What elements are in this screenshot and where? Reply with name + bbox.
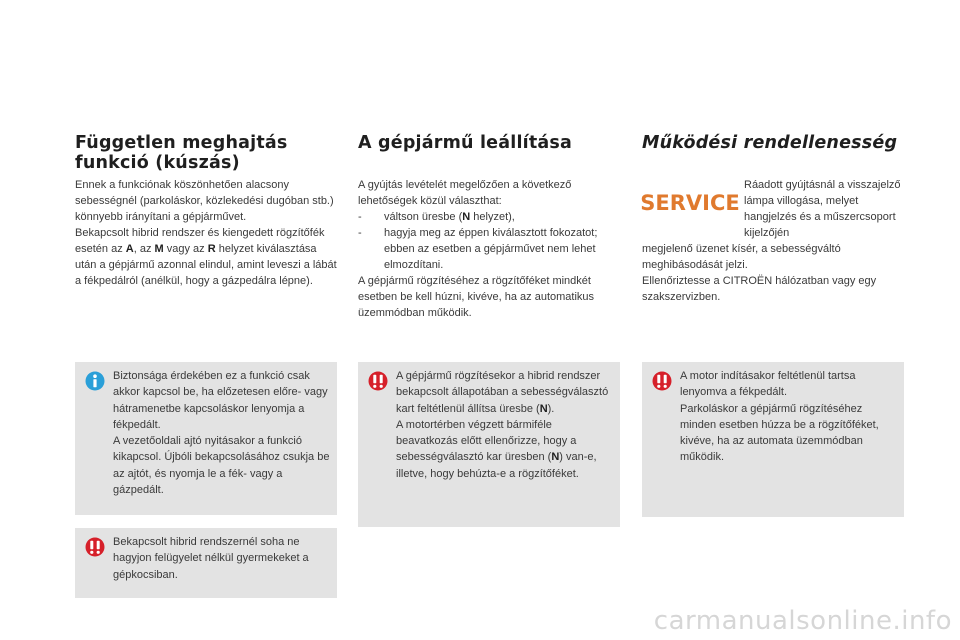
- text: , az: [133, 243, 155, 255]
- warning-box-children: [75, 528, 337, 598]
- double-exclamation-warning-icon: [652, 371, 672, 391]
- gear-a: A: [125, 243, 134, 255]
- warning-box-text: Bekapcsolt hibrid rendszernél soha ne hagyjon felügyelet nélkül gyermekeket a gépkocsiban.: [113, 536, 309, 581]
- creep-function-text: [75, 177, 337, 289]
- bullet-dash: -: [358, 211, 362, 223]
- bullet-dash: -: [358, 227, 362, 239]
- warn-para-1: [396, 368, 614, 417]
- service-label: SERVICE: [640, 191, 740, 215]
- warning-box-text: [396, 368, 614, 482]
- section-title-malfunction: [642, 133, 904, 153]
- title-line-2: funkció (kúszás): [75, 153, 240, 173]
- section-title-stopping: [358, 133, 620, 153]
- double-exclamation-warning-icon: [85, 537, 105, 557]
- title: Működési rendellenesség: [642, 133, 898, 153]
- text: ).: [547, 402, 555, 415]
- text: A motortérben végzett bármiféle beavatkozás előtt ellenőrizze, hogy a sebességválasztó kar üresben (: [396, 418, 577, 464]
- creep-para-2: [75, 225, 337, 289]
- stopping-text: [358, 177, 620, 321]
- warn-para-2: [396, 417, 614, 482]
- warn-para-1: A motor indításakor feltétlenül tartsa lenyomva a fékpedált.: [680, 370, 856, 399]
- bullet-1-text: [384, 209, 620, 225]
- bullet-2: [358, 225, 620, 273]
- info-icon: [85, 371, 105, 391]
- gear-n: N: [551, 451, 560, 464]
- info-box-text: [113, 368, 331, 498]
- section-title-creep-function: [75, 133, 337, 173]
- watermark: carmanualsonline.info: [653, 606, 952, 636]
- gear-n: N: [539, 402, 548, 415]
- bullet-2-text: hagyja meg az éppen kiválasztott fokozatot; ebben az esetben a gépjárművet nem lehet elmozdítani.: [384, 227, 598, 271]
- malfunction-para-1-rest: megjelenő üzenet kísér, a sebességváltó meghibásodását jelzi.: [642, 243, 841, 271]
- info-box-para-2: A vezetőoldali ajtó nyitásakor a funkció kikapcsol. Újbóli bekapcsolásához csukja be az ajtót, és nyomja le a fék- vagy a gázpedált.: [113, 435, 330, 497]
- stopping-intro: A gyújtás levételét megelőzően a következő lehetőségek közül választhat:: [358, 179, 572, 207]
- gear-m: M: [154, 243, 164, 255]
- text: váltson üresbe (: [384, 211, 463, 223]
- title-line-1: Független meghajtás: [75, 133, 288, 153]
- malfunction-para-1-first: Ráadott gyújtásnál a visszajelző lámpa villogása, melyet hangjelzés és a műszercsoport kijelzőjén: [744, 179, 901, 239]
- info-box-safety: [75, 362, 337, 515]
- title: A gépjármű leállítása: [358, 133, 573, 153]
- warn-para-2: Parkoláskor a gépjármű rögzítéséhez minden esetben húzza be a rögzítőféket, kivéve, ha az automata üzemmódban működik.: [680, 402, 879, 464]
- text: vagy az: [163, 243, 208, 255]
- warning-box-engine-start: [642, 362, 904, 517]
- text: Bekapcsolt hibrid rendszer és kiengedett rögzítőfék esetén az: [75, 227, 325, 255]
- text: ) van-e, illetve, hogy behúzta-e a rögzítőféket.: [396, 451, 597, 480]
- double-exclamation-warning-icon: [368, 371, 388, 391]
- text: A gépjármű rögzítésekor a hibrid rendszer bekapcsolt állapotában a sebességválasztó kart feltétlenül állítsa üresbe (: [396, 370, 609, 415]
- text: helyzet),: [470, 211, 515, 223]
- gear-r: R: [207, 243, 216, 255]
- warning-box-text: [680, 368, 898, 466]
- gear-n: N: [462, 211, 471, 223]
- warning-box-hybrid-parking: [358, 362, 620, 527]
- creep-para-1: Ennek a funkciónak köszönhetően alacsony sebességnél (parkoláskor, közlekedési dugóban stb.) könnyebb irányítani a gépjárművet.: [75, 179, 334, 223]
- info-box-para-1: Biztonsága érdekében ez a funkció csak akkor kapcsol be, ha előzetesen előre- vagy hátramenetbe kapcsoláskor lenyomja a fékpedált.: [113, 370, 328, 431]
- malfunction-para-2: Ellenőriztesse a CITROËN hálózatban vagy egy szakszervizben.: [642, 275, 877, 303]
- bullet-1: [358, 209, 620, 225]
- stopping-outro: A gépjármű rögzítéséhez a rögzítőféket mindkét esetben be kell húzni, kivéve, ha az automatikus üzemmódban működik.: [358, 275, 595, 319]
- malfunction-text: [642, 177, 904, 305]
- text: helyzet kiválasztása után a gépjármű azonnal elindul, amint leveszi a lábát a fékpedálról (anélkül, hogy a gázpedálra lépne).: [75, 243, 337, 287]
